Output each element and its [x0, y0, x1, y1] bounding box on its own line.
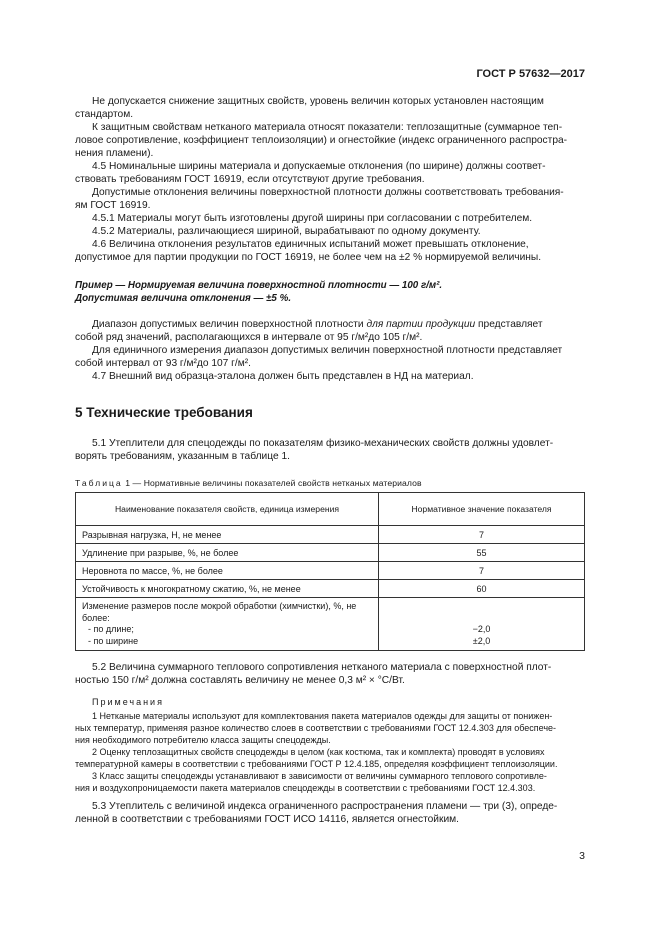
- table-row: [76, 544, 585, 562]
- cell-line: более:: [82, 612, 110, 623]
- table-row: [76, 580, 585, 598]
- note-line: 3 Класс защиты спецодежды устанавливают в зависимости от величины суммарного теплового сопротивле-: [92, 771, 547, 781]
- para-line: 5.1 Утеплители для спецодежды по показателям физико-механических свойств должны удовлет-: [92, 438, 554, 449]
- note-line: ния и воздухопроницаемости пакета материалов спецодежды в соответствии с требованиями ГОСТ 12.4.303.: [75, 783, 536, 793]
- table-header-row: [76, 493, 585, 526]
- para-line: 4.7 Внешний вид образца-эталона должен быть представлен в НД на материал.: [92, 371, 474, 382]
- cell-line: - по ширине: [88, 635, 139, 646]
- para-text: представляет: [475, 319, 543, 330]
- note-line: 1 Нетканые материалы используют для комплектования пакета материалов одежды для защиты от понижен-: [92, 711, 553, 721]
- example-line: Пример — Нормируемая величина поверхностной плотности — 100 г/м².: [75, 280, 443, 291]
- table-cell: [76, 598, 379, 651]
- table-cell: Разрывная нагрузка, Н, не менее: [76, 526, 379, 544]
- note-line: ных температур, применяя разное количество слоев в соответствии с требованиями ГОСТ 12.4.303 для обеспече-: [75, 723, 557, 733]
- table-row: [76, 562, 585, 580]
- caption-text: 1 — Нормативные величины показателей свойств нетканых материалов: [122, 478, 422, 488]
- para-line: Для единичного измерения диапазон допустимых величин поверхностной плотности представляет: [92, 345, 563, 356]
- note-line: ния необходимого потребителю класса защиты спецодежды.: [75, 735, 331, 745]
- table-cell: 60: [379, 580, 585, 598]
- section-heading: 5 Технические требования: [75, 405, 253, 420]
- para-line: 4.5.1 Материалы могут быть изготовлены другой ширины при согласовании с потребителем.: [92, 213, 533, 224]
- table-cell: 55: [379, 544, 585, 562]
- para-line: 5.3 Утеплитель с величиной индекса ограниченного распространения пламени — три (3), опреде-: [92, 801, 558, 812]
- table-cell: [379, 598, 585, 651]
- para-line: собой ряд значений, располагающихся в интервале от 95 г/м²до 105 г/м².: [75, 332, 423, 343]
- para-line: [92, 318, 543, 331]
- note-line: температурной камеры в соответствии с требованиями ГОСТ Р 12.4.185, определяя коэффициент теплоизоляции.: [75, 759, 558, 769]
- para-line: К защитным свойствам нетканого материала относят показатели: теплозащитные (суммарное теп-: [92, 122, 563, 133]
- para-line: ловое сопротивление, коэффициент теплоизоляции) и огнестойкие (индекс ограниченного распростра-: [75, 135, 568, 146]
- table-cell: Удлинение при разрыве, %, не более: [76, 544, 379, 562]
- note-line: 2 Оценку теплозащитных свойств спецодежды в целом (как костюма, так и комплекта) проводят в условиях: [92, 747, 545, 757]
- document-header: ГОСТ Р 57632—2017: [476, 68, 585, 80]
- page-number: 3: [579, 850, 585, 862]
- para-line: ленной в соответствии с требованиями ГОСТ ИСО 14116, является огнестойким.: [75, 814, 459, 825]
- table-header-cell: Наименование показателя свойств, единица измерения: [76, 493, 379, 526]
- para-line: стандартом.: [75, 109, 134, 120]
- table-cell: 7: [379, 526, 585, 544]
- para-line: ям ГОСТ 16919.: [75, 200, 151, 211]
- para-text: Диапазон допустимых величин поверхностной плотности: [92, 319, 367, 330]
- para-line: 4.5 Номинальные ширины материала и допускаемые отклонения (по ширине) должны соответ-: [92, 161, 546, 172]
- para-line: 5.2 Величина суммарного теплового сопротивления нетканого материала с поверхностной плот-: [92, 662, 552, 673]
- properties-table: [75, 492, 585, 651]
- notes-title: Примечания: [92, 697, 164, 707]
- para-line: 4.6 Величина отклонения результатов единичных испытаний может превышать отклонение,: [92, 239, 529, 250]
- table-cell: Устойчивость к многократному сжатию, %, не менее: [76, 580, 379, 598]
- para-line: собой интервал от 93 г/м²до 107 г/м².: [75, 358, 251, 369]
- example-line: Допустимая величина отклонения — ±5 %.: [75, 293, 292, 304]
- para-line: Допустимые отклонения величины поверхностной плотности должны соответствовать требования-: [92, 187, 564, 198]
- table-row: [76, 598, 585, 651]
- italic-text: для партии продукции: [366, 319, 476, 330]
- caption-word: Таблица: [75, 478, 123, 488]
- table-cell: 7: [379, 562, 585, 580]
- para-line: допустимое для партии продукции по ГОСТ 16919, не более чем на ±2 % нормируемой величины.: [75, 252, 542, 263]
- para-line: ворять требованиям, указанным в таблице 1.: [75, 451, 290, 462]
- table-row: [76, 526, 585, 544]
- cell-line: −2,0: [472, 624, 491, 634]
- table-cell: Неровнота по массе, %, не более: [76, 562, 379, 580]
- para-line: ствовать требованиям ГОСТ 16919, если отсутствуют другие требования.: [75, 174, 425, 185]
- table-caption: [75, 478, 422, 488]
- cell-line: Изменение размеров после мокрой обработки (химчистки), %, не: [82, 601, 357, 611]
- para-line: Не допускается снижение защитных свойств, уровень величин которых установлен настоящим: [92, 96, 544, 107]
- table-header-cell: Нормативное значение показателя: [379, 493, 585, 526]
- cell-line: - по длине;: [88, 624, 134, 634]
- para-line: ностью 150 г/м² должна составлять величину не менее 0,3 м² × °С/Вт.: [75, 675, 405, 686]
- para-line: нения пламени).: [75, 148, 154, 159]
- para-line: 4.5.2 Материалы, различающиеся шириной, вырабатывают по одному документу.: [92, 226, 481, 237]
- cell-line: ±2,0: [472, 635, 491, 646]
